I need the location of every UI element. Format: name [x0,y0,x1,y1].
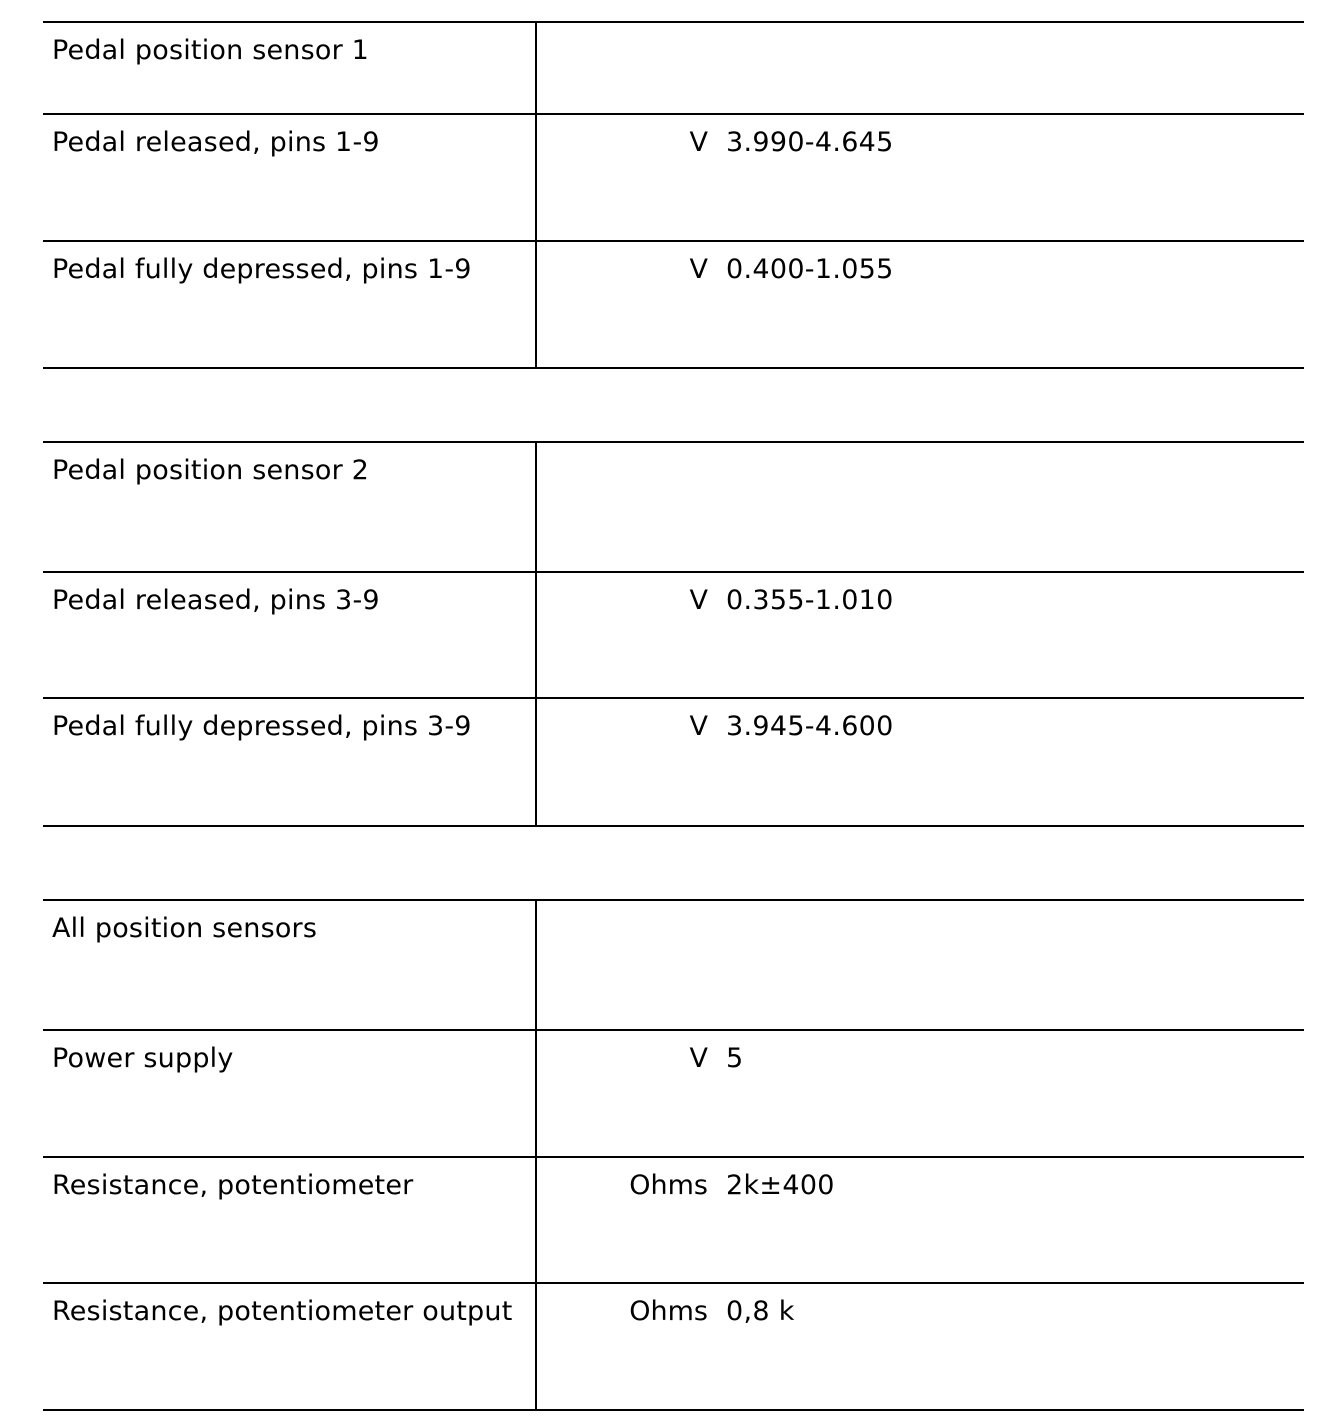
column-divider [535,1031,537,1156]
row-label: Pedal released, pins 1-9 [52,127,380,158]
row-value: 3.945-4.600 [726,711,894,742]
section-heading: Pedal position sensor 1 [52,35,370,66]
section-heading: All position sensors [52,913,318,944]
row-value: 0.355-1.010 [726,585,894,616]
column-divider [535,699,537,825]
row-value: 5 [726,1043,744,1074]
table-row [43,1158,1304,1284]
column-divider [535,115,537,240]
row-label: Pedal fully depressed, pins 1-9 [52,254,472,285]
table-row [43,573,1304,699]
row-unit: V [689,254,708,285]
row-unit: Ohms [629,1296,708,1327]
row-label: Resistance, potentiometer [52,1170,414,1201]
table-row [43,23,1304,115]
column-divider [535,1158,537,1282]
table-row [43,901,1304,1031]
table-row [43,1284,1304,1411]
table-row [43,242,1304,369]
section-heading: Pedal position sensor 2 [52,455,370,486]
row-unit: Ohms [629,1170,708,1201]
table-row [43,1031,1304,1158]
column-divider [535,242,537,367]
row-label: Pedal fully depressed, pins 3-9 [52,711,472,742]
table-row [43,699,1304,827]
row-value: 2k±400 [726,1170,835,1201]
table-row [43,443,1304,573]
row-label: Pedal released, pins 3-9 [52,585,380,616]
column-divider [535,901,537,1029]
row-value: 3.990-4.645 [726,127,894,158]
column-divider [535,23,537,113]
row-unit: V [689,585,708,616]
all-sensors-table [43,899,1304,1411]
sensor-2-table [43,441,1304,827]
row-label: Resistance, potentiometer output [52,1296,513,1327]
row-unit: V [689,127,708,158]
column-divider [535,1284,537,1409]
row-value: 0.400-1.055 [726,254,894,285]
row-value: 0,8 k [726,1296,795,1327]
table-row [43,115,1304,242]
row-unit: V [689,1043,708,1074]
row-unit: V [689,711,708,742]
sensor-1-table [43,21,1304,369]
row-label: Power supply [52,1043,234,1074]
column-divider [535,443,537,571]
column-divider [535,573,537,697]
